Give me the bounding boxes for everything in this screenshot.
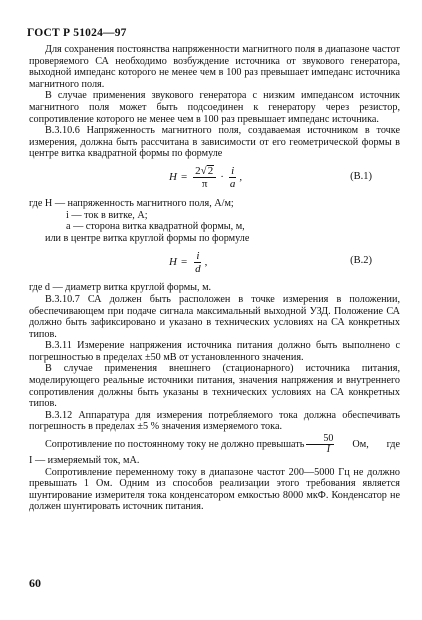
formula-eq: = — [180, 255, 188, 268]
page-header: ГОСТ Р 51024—97 — [27, 27, 127, 39]
inline-frac-den: I — [326, 444, 331, 456]
paragraph: Для сохранения постоянства напряженности магнитного поля в диапазоне частот проверяемого СА необходимо возбуждение источника от звукового генератора, выходной импеданс которого не менее чем в 100 раз превышает импеданс источника магнитного поля. — [29, 44, 400, 90]
paragraph: В случае применения звукового генератора с низким импедансом источник магнитного поля может быть подсоединен к генератору через резистор, сопротивление которого не менее чем в 100 раз превышает импеданс источника. — [29, 90, 400, 125]
page-number: 60 — [29, 576, 41, 590]
formula-eq: = — [180, 171, 188, 184]
coef-den: π — [201, 178, 208, 191]
formula-number: (В.2) — [350, 255, 372, 267]
page-content — [29, 44, 400, 513]
formula-tail: , — [204, 255, 208, 268]
paragraph: В.3.10.6 Напряженность магнитного поля, создаваемая источником в точке измерения, должна быть рассчитана в зависимости от его геометрической формы в центре витка квадратной формы по формуле — [29, 125, 400, 160]
formula-number: (В.1) — [350, 170, 372, 182]
coef-sqrt: 2 — [207, 165, 214, 178]
definition-line: где H — напряженность магнитного поля, А/м; — [29, 197, 234, 209]
paragraph: В.3.12 Аппаратура для измерения потребляемого тока должна обеспечивать погрешность в пределах ±5 % значения измеряемого тока. — [29, 409, 400, 433]
var-num: i — [231, 165, 235, 178]
formula-lhs: H — [169, 171, 177, 184]
frac-den: d — [195, 262, 201, 275]
resistance-text: Сопротивление по постоянному току не должно превышать — [45, 438, 305, 450]
formula-b2 — [29, 245, 400, 281]
coef-int: 2 — [195, 165, 201, 178]
formula-b1 — [29, 161, 400, 197]
inline-frac-num: 50 — [306, 434, 334, 445]
paragraph-resistance — [29, 434, 400, 455]
var-den: a — [229, 178, 236, 191]
formula-fraction — [193, 250, 203, 275]
paragraph: В случае применения внешнего (стационарного) источника питания, моделирующего реальные источники питания, значения напряжения и внутреннего сопротивления должны быть указаны в технических условиях на СА конкретных типов. — [29, 363, 400, 410]
definition-line: a — сторона витка квадратной формы, м, — [66, 221, 245, 233]
sqrt: √ 2 — [200, 165, 214, 178]
formula-lhs: H — [169, 255, 177, 268]
formula-dot: · — [220, 171, 224, 184]
paragraph: Сопротивление переменному току в диапазоне частот 200—5000 Гц не должно превышать 1 Ом. Одним из способов реализации этого требования является шунтирование измерителя тока конденсатором емкостью 8000 мкФ. Конденсатор не должен шунтировать источник питания. — [29, 466, 400, 513]
definition-line: i — ток в витке, А; — [66, 209, 148, 221]
paragraph: В.3.10.7 СА должен быть расположен в точке измерения в положении, обеспечивающем при подаче сигнала максимальный выходной УЗД. Положение СА должно быть зафиксировано и указано в технических условиях на СА конкретных типов. — [29, 293, 400, 340]
formula-coefficient — [193, 165, 216, 190]
formula-tail: , — [239, 171, 243, 184]
frac-num: i — [196, 249, 200, 262]
inline-fraction — [306, 434, 334, 455]
paragraph: или в центре витка круглой формы по формуле — [45, 232, 250, 244]
definition-line: I — измеряемый ток, мА. — [29, 455, 140, 467]
paragraph: В.3.11 Измерение напряжения источника питания должно быть выполнено с погрешностью в пределах ±50 мВ от установленного значения. — [29, 340, 400, 363]
formula-variable — [228, 165, 238, 190]
definition-line: где d — диаметр витка круглой формы, м. — [29, 282, 212, 294]
resistance-text-end: Ом, где — [352, 438, 400, 450]
